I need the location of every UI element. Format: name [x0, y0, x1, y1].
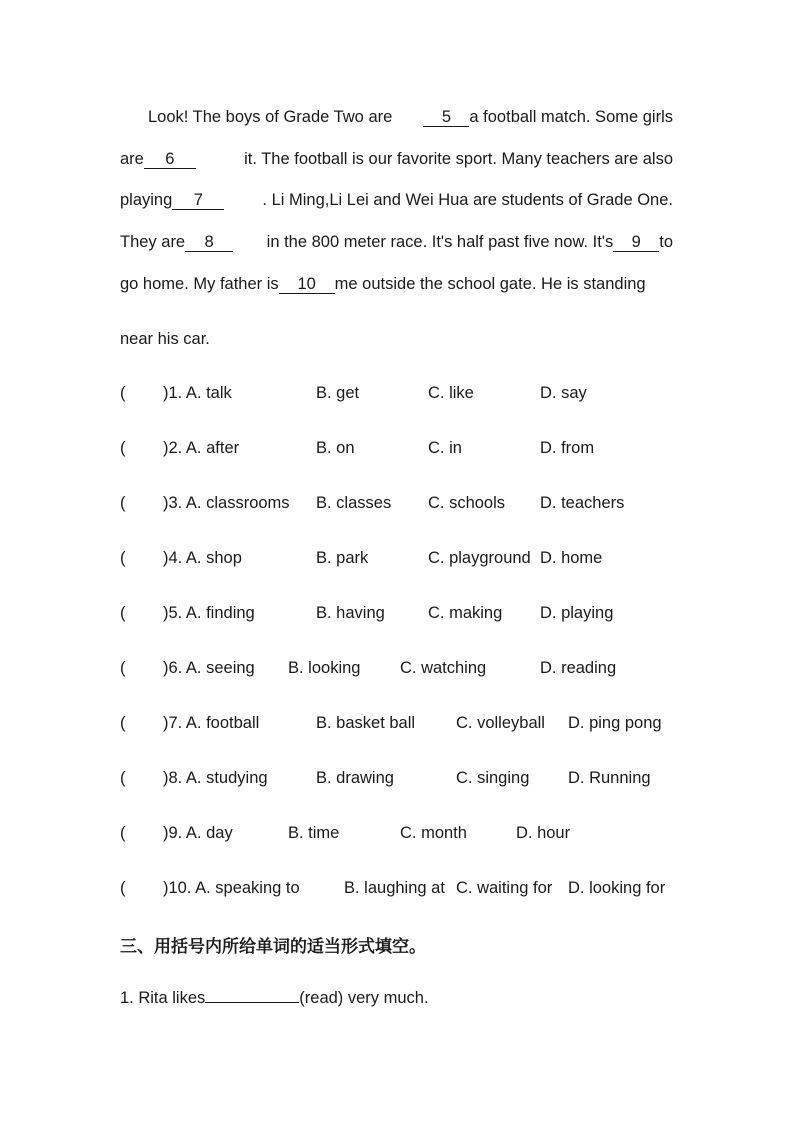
- option-b: B. basket ball: [316, 714, 416, 732]
- passage-text: . Li Ming,Li Lei and Wei Hua are students of Grade One.: [262, 191, 673, 209]
- option-c: C. schools: [428, 494, 506, 512]
- option-a: )3. A. classrooms: [163, 494, 290, 512]
- option-d: D. Running: [568, 769, 651, 787]
- section-heading: 三、用括号内所给单词的适当形式填空。: [120, 937, 426, 957]
- option-d: D. ping pong: [568, 714, 662, 732]
- passage-text: Look! The boys of Grade Two are: [148, 108, 393, 126]
- option-a: )2. A. after: [163, 439, 240, 457]
- blank-8[interactable]: 8: [185, 234, 233, 252]
- option-c: C. making: [428, 604, 503, 622]
- option-b: B. get: [316, 384, 360, 402]
- passage-text: me outside the school gate. He is standing: [334, 275, 646, 293]
- blank-5[interactable]: 5: [423, 109, 469, 127]
- section3-question-1: [120, 988, 429, 1008]
- passage-text: are: [120, 150, 144, 168]
- option-a: )9. A. day: [163, 824, 233, 842]
- answer-paren[interactable]: (: [120, 384, 126, 402]
- answer-paren[interactable]: (: [120, 824, 126, 842]
- passage-text: They are: [120, 233, 186, 251]
- option-c: C. volleyball: [456, 714, 545, 732]
- option-a: )5. A. finding: [163, 604, 255, 622]
- option-d: D. hour: [516, 824, 571, 842]
- answer-paren[interactable]: (: [120, 879, 126, 897]
- passage-text: go home. My father is: [120, 275, 279, 293]
- option-d: D. home: [540, 549, 603, 567]
- passage-text: in the 800 meter race. It's half past five now. It's: [266, 233, 614, 251]
- option-d: D. from: [540, 439, 595, 457]
- option-d: D. looking for: [568, 879, 666, 897]
- option-a: )1. A. talk: [163, 384, 232, 402]
- blank-7[interactable]: 7: [172, 192, 224, 210]
- option-a: )8. A. studying: [163, 769, 268, 787]
- option-c: C. singing: [456, 769, 530, 787]
- option-a: )7. A. football: [163, 714, 260, 732]
- question-text: 1. Rita likes: [120, 989, 206, 1007]
- blank-9[interactable]: 9: [613, 234, 659, 252]
- option-b: B. drawing: [316, 769, 394, 787]
- passage-text: to: [659, 233, 673, 251]
- option-d: D. teachers: [540, 494, 625, 512]
- option-c: C. playground: [428, 549, 531, 567]
- passage-line-5: [120, 274, 646, 294]
- passage-text: it. The football is our favorite sport. Many teachers are also: [244, 150, 673, 168]
- option-a: )6. A. seeing: [163, 659, 255, 677]
- option-b: B. classes: [316, 494, 392, 512]
- answer-paren[interactable]: (: [120, 769, 126, 787]
- question-text: (read) very much.: [299, 989, 429, 1007]
- answer-paren[interactable]: (: [120, 494, 126, 512]
- option-b: B. looking: [288, 659, 361, 677]
- option-b: B. on: [316, 439, 355, 457]
- option-c: C. like: [428, 384, 474, 402]
- answer-paren[interactable]: (: [120, 714, 126, 732]
- option-b: B. park: [316, 549, 369, 567]
- blank-6[interactable]: 6: [144, 151, 196, 169]
- option-b: B. time: [288, 824, 340, 842]
- option-c: C. month: [400, 824, 467, 842]
- answer-paren[interactable]: (: [120, 659, 126, 677]
- passage-line-3: [120, 190, 673, 210]
- fill-blank[interactable]: [205, 1002, 299, 1003]
- option-d: D. playing: [540, 604, 614, 622]
- blank-10[interactable]: 10: [279, 276, 335, 294]
- option-d: D. reading: [540, 659, 617, 677]
- passage-line-1: [148, 107, 673, 127]
- answer-paren[interactable]: (: [120, 604, 126, 622]
- passage-text: playing: [120, 191, 173, 209]
- option-c: C. watching: [400, 659, 487, 677]
- passage-line-2: [120, 149, 673, 169]
- option-c: C. in: [428, 439, 462, 457]
- option-d: D. say: [540, 384, 587, 402]
- answer-paren[interactable]: (: [120, 439, 126, 457]
- passage-line-4: [120, 232, 673, 252]
- passage-text: a football match. Some girls: [469, 108, 673, 126]
- passage-line-6: near his car.: [120, 330, 210, 348]
- option-b: B. having: [316, 604, 385, 622]
- option-c: C. waiting for: [456, 879, 553, 897]
- option-a: )10. A. speaking to: [163, 879, 300, 897]
- option-a: )4. A. shop: [163, 549, 242, 567]
- option-b: B. laughing at: [344, 879, 445, 897]
- answer-paren[interactable]: (: [120, 549, 126, 567]
